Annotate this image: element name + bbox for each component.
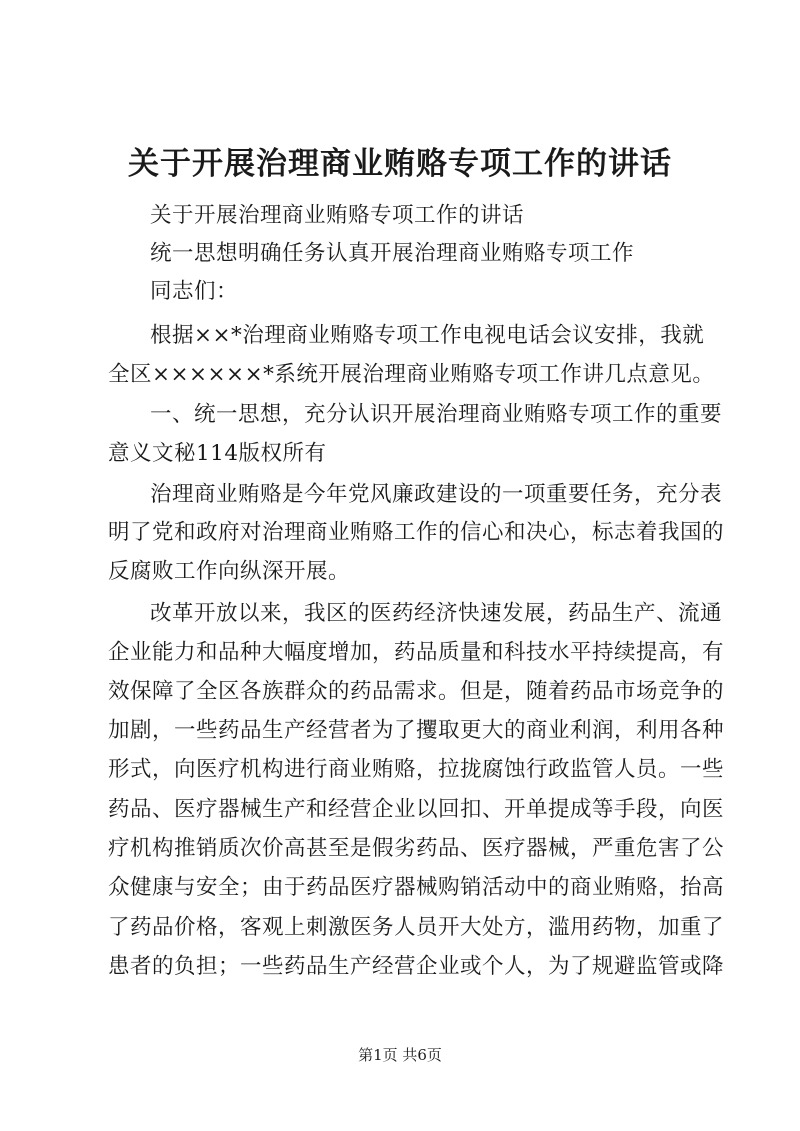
body-line: 改革开放以来，我区的医药经济快速发展，药品生产、流通 [150, 601, 723, 626]
heading-line: 统一思想明确任务认真开展治理商业贿赂专项工作 [150, 241, 635, 266]
body-line: 效保障了全区各族群众的药品需求。但是，随着药品市场竞争的 [108, 679, 725, 704]
section-heading-line: 一、统一思想，充分认识开展治理商业贿赂专项工作的重要 [150, 402, 723, 427]
body-line: 治理商业贿赂是今年党风廉政建设的一项重要任务，充分表 [150, 482, 723, 507]
salutation-line: 同志们： [150, 279, 239, 304]
body-line: 全区××××××*系统开展治理商业贿赂专项工作讲几点意见。 [108, 362, 715, 387]
body-line: 形式，向医疗机构进行商业贿赂，拉拢腐蚀行政监管人员。一些 [108, 757, 725, 782]
body-line: 根据××*治理商业贿赂专项工作电视电话会议安排，我就 [150, 323, 705, 348]
body-line: 患者的负担；一些药品生产经营企业或个人，为了规避监管或降 [108, 954, 725, 979]
body-line: 加剧，一些药品生产经营者为了攫取更大的商业利润，利用各种 [108, 718, 725, 743]
page-number-footer: 第1页 共6页 [358, 1046, 442, 1064]
body-line: 众健康与安全；由于药品医疗器械购销活动中的商业贿赂，抬高 [108, 875, 725, 900]
subtitle-line: 关于开展治理商业贿赂专项工作的讲话 [150, 203, 525, 228]
body-line: 了药品价格，客观上刺激医务人员开大处方，滥用药物，加重了 [108, 915, 725, 940]
body-line: 药品、医疗器械生产和经营企业以回扣、开单提成等手段，向医 [108, 797, 725, 822]
body-line: 疗机构推销质次价高甚至是假劣药品、医疗器械，严重危害了公 [108, 836, 725, 861]
section-heading-line: 意义文秘114版权所有 [108, 441, 327, 466]
document-title: 关于开展治理商业贿赂专项工作的讲话 [128, 146, 672, 182]
body-line: 明了党和政府对治理商业贿赂工作的信心和决心，标志着我国的 [108, 520, 725, 545]
body-line: 反腐败工作向纵深开展。 [108, 559, 351, 584]
body-line: 企业能力和品种大幅度增加，药品质量和科技水平持续提高，有 [108, 640, 725, 665]
